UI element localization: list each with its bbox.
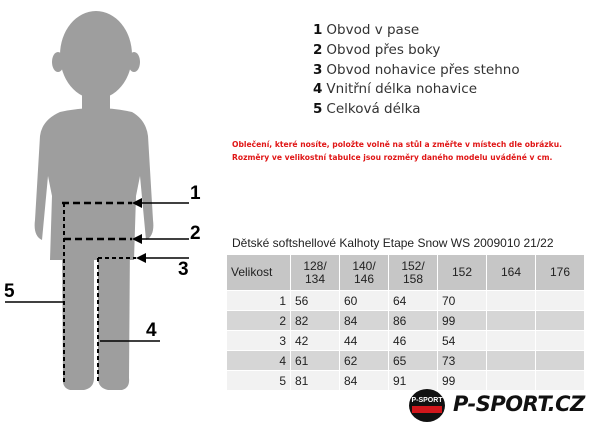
legend-label: Celková délka bbox=[326, 101, 421, 118]
table-cell: 42 bbox=[291, 331, 340, 351]
legend-item bbox=[313, 80, 520, 100]
table-cell bbox=[536, 311, 585, 331]
table-row bbox=[227, 351, 585, 371]
legend-label: Obvod přes boky bbox=[326, 41, 441, 58]
table-row bbox=[227, 311, 585, 331]
measurement-legend bbox=[313, 21, 520, 120]
table-cell: 84 bbox=[340, 371, 389, 391]
table-cell: 64 bbox=[389, 291, 438, 311]
table-cell: 54 bbox=[438, 331, 487, 351]
legend-number: 3 bbox=[313, 61, 323, 78]
logo-text: P-SPORT.CZ bbox=[453, 392, 585, 416]
marker-3: 3 bbox=[178, 259, 189, 280]
measuring-instructions bbox=[232, 138, 592, 164]
header-size-column: 176 bbox=[536, 255, 585, 291]
size-table bbox=[226, 254, 585, 391]
table-cell: 44 bbox=[340, 331, 389, 351]
header-size-column: 164 bbox=[487, 255, 536, 291]
marker-1: 1 bbox=[190, 183, 201, 204]
table-cell bbox=[536, 291, 585, 311]
instruction-line: Rozměry ve velikostní tabulce jsou rozměry daného modelu uváděné v cm. bbox=[232, 153, 553, 162]
logo-badge-icon: P-SPORT bbox=[409, 389, 445, 422]
table-cell bbox=[487, 331, 536, 351]
legend-item bbox=[313, 41, 520, 61]
legend-item bbox=[313, 21, 520, 41]
header-size-column: 140/ 146 bbox=[340, 255, 389, 291]
table-cell: 61 bbox=[291, 351, 340, 371]
arrow-icon bbox=[136, 253, 146, 263]
table-cell: 56 bbox=[291, 291, 340, 311]
instruction-line: Oblečení, které nosíte, položte volně na stůl a změřte v místech dle obrázku. bbox=[232, 140, 563, 149]
table-cell: 99 bbox=[438, 371, 487, 391]
marker-5: 5 bbox=[4, 281, 15, 302]
legend-number: 1 bbox=[313, 22, 323, 38]
header-size-column: 152/ 158 bbox=[389, 255, 438, 291]
row-label: 1 bbox=[227, 291, 291, 311]
table-row bbox=[227, 331, 585, 351]
row-label: 2 bbox=[227, 311, 291, 331]
legend-label: Obvod nohavice přes stehno bbox=[326, 61, 520, 78]
table-cell: 86 bbox=[389, 311, 438, 331]
legend-number: 5 bbox=[313, 101, 323, 118]
table-cell: 91 bbox=[389, 371, 438, 391]
table-row bbox=[227, 371, 585, 391]
row-label: 4 bbox=[227, 351, 291, 371]
legend-number: 4 bbox=[313, 81, 323, 98]
marker-4: 4 bbox=[146, 320, 157, 341]
legend-item bbox=[313, 61, 520, 81]
legend-number: 2 bbox=[313, 41, 323, 58]
marker-2: 2 bbox=[190, 223, 201, 244]
header-size-column: 152 bbox=[438, 255, 487, 291]
header-size-column: 128/ 134 bbox=[291, 255, 340, 291]
table-cell bbox=[536, 371, 585, 391]
table-cell bbox=[487, 351, 536, 371]
table-cell: 99 bbox=[438, 311, 487, 331]
table-cell: 73 bbox=[438, 351, 487, 371]
legend-item bbox=[313, 100, 520, 120]
measurement-figure bbox=[0, 0, 260, 424]
header-size-label: Velikost bbox=[227, 255, 291, 291]
table-cell: 70 bbox=[438, 291, 487, 311]
table-cell: 62 bbox=[340, 351, 389, 371]
table-header-row bbox=[227, 255, 585, 291]
table-cell: 81 bbox=[291, 371, 340, 391]
table-cell: 60 bbox=[340, 291, 389, 311]
table-row bbox=[227, 291, 585, 311]
table-cell: 84 bbox=[340, 311, 389, 331]
table-cell: 82 bbox=[291, 311, 340, 331]
legend-label: Obvod v pase bbox=[326, 22, 420, 38]
table-cell: 46 bbox=[389, 331, 438, 351]
table-cell bbox=[536, 331, 585, 351]
table-cell bbox=[536, 351, 585, 371]
row-label: 3 bbox=[227, 331, 291, 351]
table-title: Dětské softshellové Kalhoty Etape Snow WS 2009010 21/22 bbox=[232, 236, 554, 250]
table-cell: 65 bbox=[389, 351, 438, 371]
legend-label: Vnitřní délka nohavice bbox=[326, 81, 478, 98]
table-cell bbox=[487, 291, 536, 311]
child-silhouette bbox=[35, 11, 154, 390]
table-cell bbox=[487, 371, 536, 391]
table-cell bbox=[487, 311, 536, 331]
row-label: 5 bbox=[227, 371, 291, 391]
